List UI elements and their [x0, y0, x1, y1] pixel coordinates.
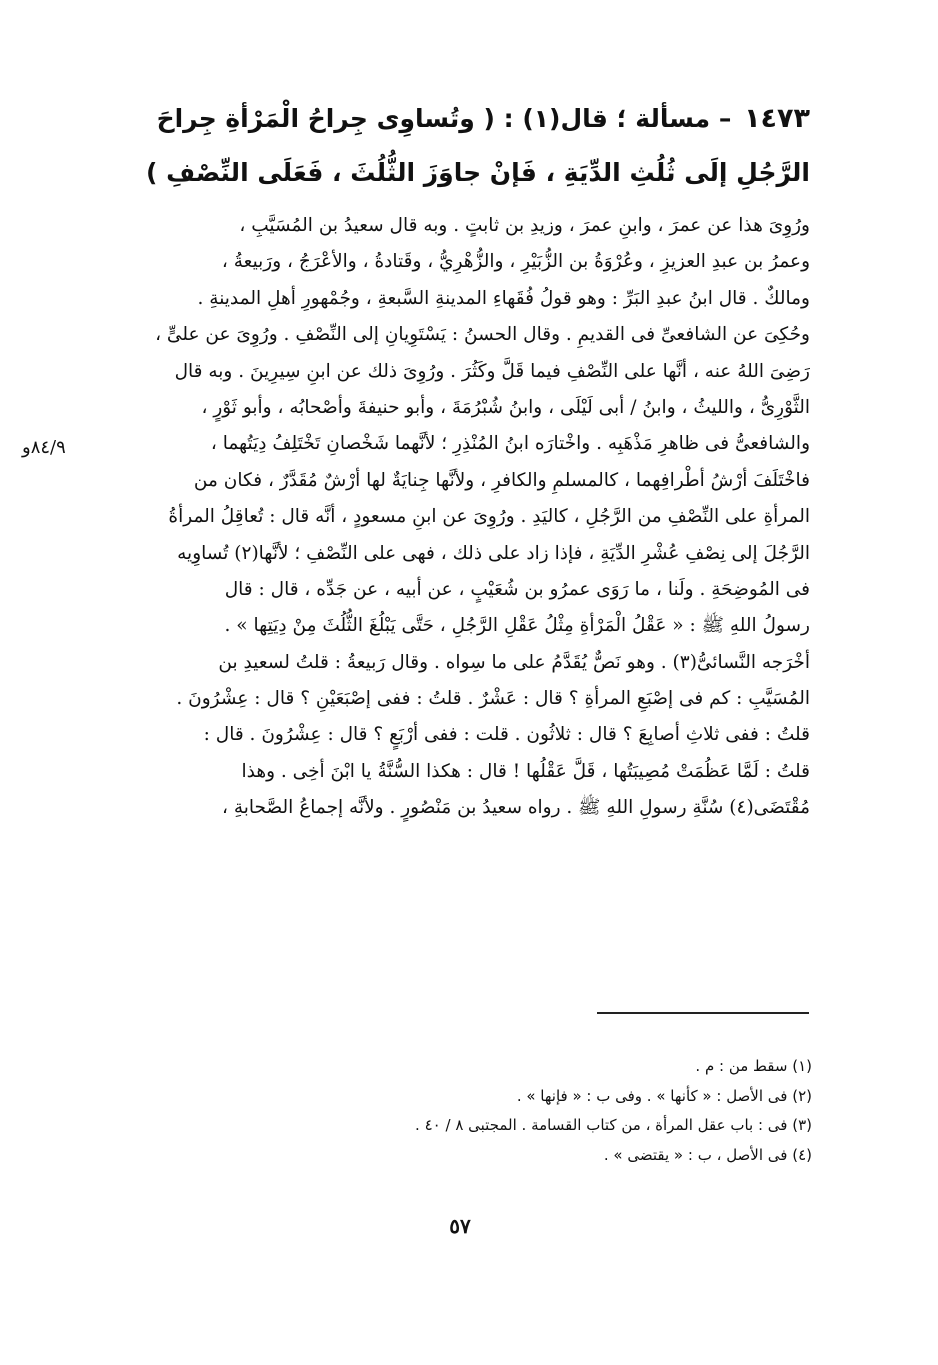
body-line: مُقْتَضَى(٤) سُنَّةِ رسولِ اللهِ ﷺ . رواه سعيدُ بن مَنْصُورٍ . ولأنَّه إجماعُ الصَّحابةِ ، — [222, 797, 810, 819]
body-line: رسولُ اللهِ ﷺ : « عَقْلُ الْمَرْأةِ مِثْلُ عَقْلِ الرَّجُلِ ، حَتَّى يَبْلُغَ الثُّلُثَ مِنْ دِيَتِها » . — [224, 615, 810, 637]
body-line: المُسَيَّبِ : كم فى إصْبَعِ المرأةِ ؟ قال : عَشْرٌ . قلتُ : ففى إصْبَعَيْنِ ؟ قال : عِشْرُونَ . — [176, 688, 810, 710]
body-line: فى المُوضِحَةِ . ولَنا ، ما رَوَى عمرُو بن شُعَيْبٍ ، عن أبيه ، عن جَدِّه ، قال : قال — [224, 578, 810, 600]
issue-heading-text: – مسألة ؛ قال(١) : ( وتُساوِى جِراحُ الْمَرْأةِ جِراحَ الرَّجُلِ إلَى ثُلُثِ الدِّيَةِ ، فَإنْ جاوَزَ الثُّلُثَ ، فَعَلَى النِّصْفِ ) — [145, 104, 810, 187]
body-line: قلتُ : لَمَّا عَظُمَتْ مُصِيبَتُها ، قَلَّ عَقْلُها ! قال : هكذا السُّنَّةُ يا ابْنَ أخِى . وهذا — [241, 760, 810, 782]
body-line: الرَّجُلَ إلى نِصْفِ عُشْرِ الدِّيَةِ ، فإذا زاد على ذلك ، فهى على النِّصْفِ ؛ لأنَّها(٢) تُساوِيه — [177, 542, 810, 564]
body-line: قلتُ : ففى ثلاثِ أصابِعَ ؟ قال : ثلاثُون . قلت : ففى أرْبَعٍ ؟ قال : عِشْرُونَ . قال : — [203, 724, 810, 746]
footnote: (٤) فى الأصل ، ب : « يقتضى » . — [603, 1145, 812, 1164]
body-line: فاخْتَلَفَ أرْشُ أطْرافِهما ، كالمسلمِ والكافرِ ، ولأنَّها جِنايَةٌ لها أرْشٌ مُقَدَّرٌ ، فكان من — [193, 469, 810, 491]
page-number: ٥٧ — [449, 1214, 471, 1238]
issue-number: ١٤٧٣ — [744, 103, 810, 134]
footnote: (٢) فى الأصل : « كأنها » . وفى ب : « فإنها » . — [516, 1086, 812, 1105]
body-line: المرأةِ على النِّصْفِ من الرَّجُلِ ، كاليَدِ . ورُوِىَ عن ابنِ مسعودٍ ، أنَّه قال : تُعاقِلُ المرأةُ — [168, 506, 810, 528]
manuscript-folio-note: ٨٤/٩و — [22, 437, 66, 458]
body-line: الثَّوْرِىُّ ، والليثُ ، وابنُ / أبى لَيْلَى ، وابنُ شُبْرُمَةَ ، وأبو حنيفةَ وأصْحابُه ، وأبو ثَوْرٍ ، — [201, 396, 810, 418]
body-line: وعمرُ بن عبدِ العزيزِ ، وعُرْوَةُ بن الزُّبَيْرِ ، والزُّهْرِيُّ ، وقَتادةُ ، والأعْرَجُ ، ورَبيعةُ ، — [221, 251, 810, 273]
body-line: وحُكِىَ عن الشافعىِّ فى القديمِ . وقال الحسنُ : يَسْتَوِيانِ إلى النِّصْفِ . ورُوِىَ عن علىٍّ ، — [155, 324, 810, 346]
footnote: (٣) فى : باب عقل المرأة ، من كتاب القسامة . المجتبى ٨ / ٤٠ . — [415, 1116, 812, 1134]
body-line: ورُوِىَ هذا عن عمرَ ، وابنِ عمرَ ، وزيدِ بن ثابتٍ . وبه قال سعيدُ بن المُسَيَّبِ ، — [239, 215, 810, 236]
body-line: ومالكٌ . قال ابنُ عبدِ البَرِّ : وهو قولُ فُقَهاءِ المدينةِ السَّبعةِ ، وجُمْهورِ أهلِ المدينةِ . — [197, 287, 810, 309]
footnote: (١) سقط من : م . — [695, 1057, 812, 1075]
body-text — [128, 208, 810, 827]
footnotes — [300, 1052, 812, 1170]
body-line: أخْرَجه النَّسائىُّ(٣) . وهو نَصٌّ يُقَدَّمُ على ما سِواه . وقال رَبيعةُ : قلتُ لسعيدِ بن — [218, 651, 810, 673]
body-line: والشافعىُّ فى ظاهرِ مَذْهَبِه . واخْتارَه ابنُ المُنْذِرِ ؛ لأنَّهما شَخْصانِ تَخْتَلِفُ دِيَتُهما ، — [210, 433, 810, 455]
footnote-separator — [597, 1012, 809, 1014]
issue-heading — [128, 92, 810, 200]
body-line: رَضِىَ اللهُ عنه ، أنَّها على النِّصْفِ فيما قَلَّ وكَثُرَ . ورُوِىَ ذلك عن ابنِ سِيرِينَ . وبه قال — [174, 360, 810, 382]
